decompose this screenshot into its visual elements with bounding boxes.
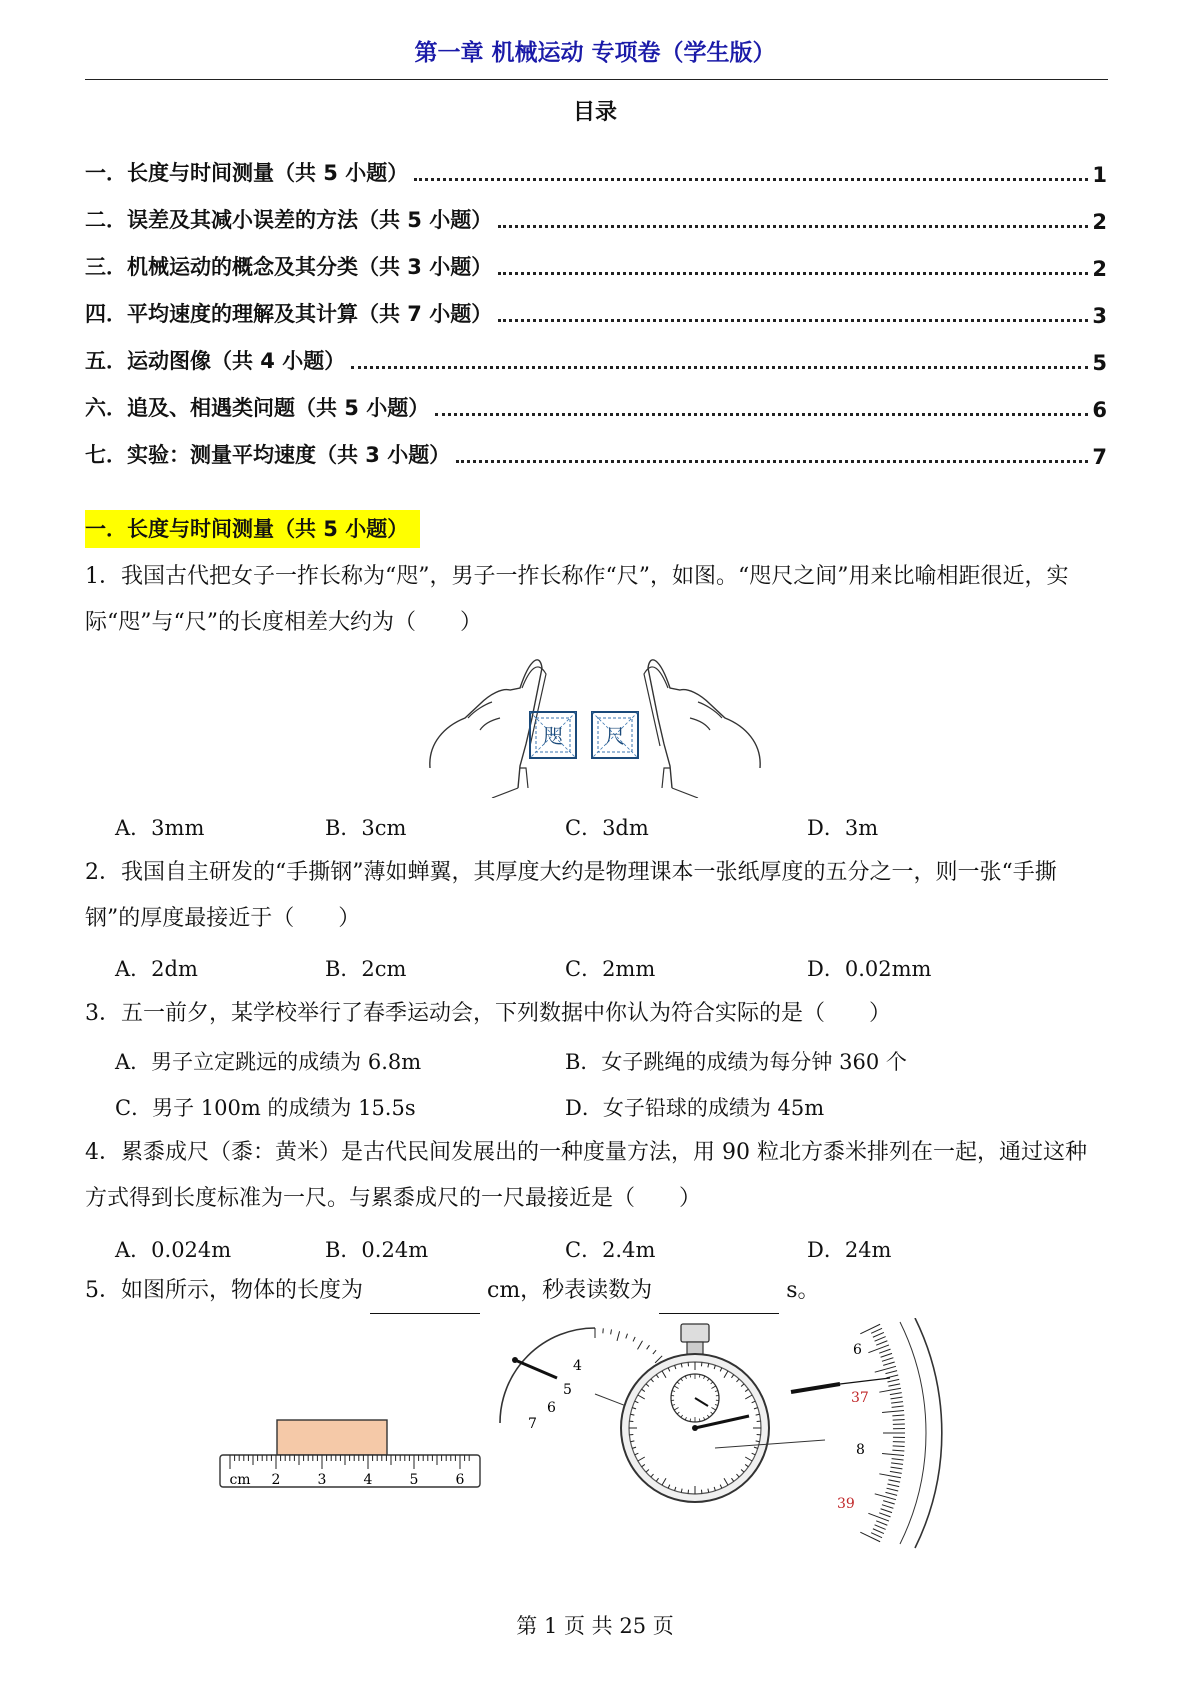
option-d[interactable]: D．0.02mm <box>807 957 932 981</box>
ruler-label: 2 <box>271 1472 281 1488</box>
measured-object <box>277 1420 387 1455</box>
option-a[interactable]: A．0.024m <box>115 1238 232 1262</box>
answer-blank-stopwatch[interactable] <box>659 1283 779 1314</box>
ruler-label: 5 <box>409 1472 419 1488</box>
option-d[interactable]: D．24m <box>807 1238 892 1262</box>
toc-entry[interactable]: 五． 运动图像（共 4 小题） 5 <box>85 328 1107 375</box>
toc-entry-page: 6 <box>1092 398 1107 422</box>
zoom-label: 5 <box>563 1382 572 1398</box>
answer-blank-length[interactable] <box>370 1283 480 1314</box>
toc-entry-label: 误差及其减小误差的方法（共 5 小题） <box>127 208 493 232</box>
toc-entry[interactable]: 一． 长度与时间测量（共 5 小题） 1 <box>85 140 1107 187</box>
option-a[interactable]: A．2dm <box>115 957 198 981</box>
toc-entry[interactable]: 四． 平均速度的理解及其计算（共 7 小题） 3 <box>85 281 1107 328</box>
zoom-label: 37 <box>851 1390 869 1406</box>
option-c[interactable]: C．3dm <box>565 816 649 840</box>
toc-entry-page: 1 <box>1092 163 1107 187</box>
toc-entry-label: 平均速度的理解及其计算（共 7 小题） <box>127 302 493 326</box>
question-3-options-row1 <box>115 1046 1105 1086</box>
question-3-stem: 3．五一前夕，某学校举行了春季运动会，下列数据中你认为符合实际的是（ ） <box>85 1001 891 1026</box>
toc-entry-page: 2 <box>1092 210 1107 234</box>
page-header-title: 第一章 机械运动 专项卷（学生版） <box>414 40 776 66</box>
toc-entry-label: 长度与时间测量（共 5 小题） <box>127 161 409 185</box>
toc-entry[interactable]: 七． 实验：测量平均速度（共 3 小题） 7 <box>85 422 1107 469</box>
toc-entry-page: 5 <box>1092 351 1107 375</box>
character-chi: 尺 <box>605 724 625 748</box>
question-1-options <box>115 812 1105 852</box>
toc-entry-page: 7 <box>1092 445 1107 469</box>
question-3-options-row2 <box>115 1092 1105 1132</box>
zoom-label: 6 <box>853 1342 862 1358</box>
ruler-label: 3 <box>317 1472 327 1488</box>
toc-entry[interactable]: 六． 追及、相遇类问题（共 5 小题） 6 <box>85 375 1107 422</box>
zoom-label: 4 <box>573 1358 582 1374</box>
option-d[interactable]: D．女子铅球的成绩为 45m <box>565 1096 825 1120</box>
toc-title: 目录 <box>572 100 617 125</box>
toc-entry-label: 追及、相遇类问题（共 5 小题） <box>127 396 430 420</box>
character-zhi: 咫 <box>543 724 563 748</box>
toc-entry-label: 机械运动的概念及其分类（共 3 小题） <box>127 255 493 279</box>
toc-entry-label: 实验：测量平均速度（共 3 小题） <box>127 443 451 467</box>
zoom-label: 39 <box>837 1496 855 1512</box>
option-a[interactable]: A．男子立定跳远的成绩为 6.8m <box>115 1050 422 1074</box>
toc-entry[interactable]: 二． 误差及其减小误差的方法（共 5 小题） 2 <box>85 187 1107 234</box>
toc-entry-label: 运动图像（共 4 小题） <box>127 349 346 373</box>
zoom-label: 7 <box>528 1416 537 1432</box>
option-b[interactable]: B．0.24m <box>325 1238 429 1262</box>
option-c[interactable]: C．男子 100m 的成绩为 15.5s <box>115 1096 416 1120</box>
option-c[interactable]: C．2mm <box>565 957 656 981</box>
section-heading-highlighted: 一．长度与时间测量（共 5 小题） <box>85 510 420 548</box>
option-a[interactable]: A．3mm <box>115 816 205 840</box>
ruler-label: 6 <box>455 1472 465 1488</box>
option-b[interactable]: B．女子跳绳的成绩为每分钟 360 个 <box>565 1050 907 1074</box>
question-5-stem: 5．如图所示，物体的长度为 cm，秒表读数为 s。 <box>85 1268 1108 1314</box>
header-divider <box>85 79 1108 80</box>
option-b[interactable]: B．2cm <box>325 957 407 981</box>
toc-entry-page: 3 <box>1092 304 1107 328</box>
question-2-stem: 2．我国自主研发的“手撕钢”薄如蝉翼，其厚度大约是物理课本一张纸厚度的五分之一，则一张“手撕钢”的厚度最接近于（ ） <box>85 860 1057 931</box>
table-of-contents <box>85 140 1107 469</box>
option-c[interactable]: C．2.4m <box>565 1238 656 1262</box>
ruler-label: 4 <box>363 1472 373 1488</box>
ruler-unit-label: cm <box>229 1472 251 1488</box>
zoom-label: 6 <box>547 1400 556 1416</box>
toc-entry-page: 2 <box>1092 257 1107 281</box>
stopwatch-figure <box>495 1318 995 1598</box>
option-d[interactable]: D．3m <box>807 816 879 840</box>
zoom-label: 8 <box>856 1442 865 1458</box>
page-footer: 第 1 页 共 25 页 <box>516 1614 674 1638</box>
question-1-stem: 1．我国古代把女子一拃长称为“咫”，男子一拃长称作“尺”，如图。“咫尺之间”用来比喻相距很近，实际“咫”与“尺”的长度相差大约为（ ） <box>85 564 1069 635</box>
hands-measuring-figure <box>420 648 770 798</box>
question-2-options <box>115 953 1105 993</box>
option-b[interactable]: B．3cm <box>325 816 407 840</box>
question-4-stem: 4．累黍成尺（黍：黄米）是古代民间发展出的一种度量方法，用 90 粒北方黍米排列在一起，通过这种方式得到长度标准为一尺。与累黍成尺的一尺最接近是（ ） <box>85 1140 1087 1211</box>
toc-entry[interactable]: 三． 机械运动的概念及其分类（共 3 小题） 2 <box>85 234 1107 281</box>
ruler-figure <box>215 1410 485 1490</box>
